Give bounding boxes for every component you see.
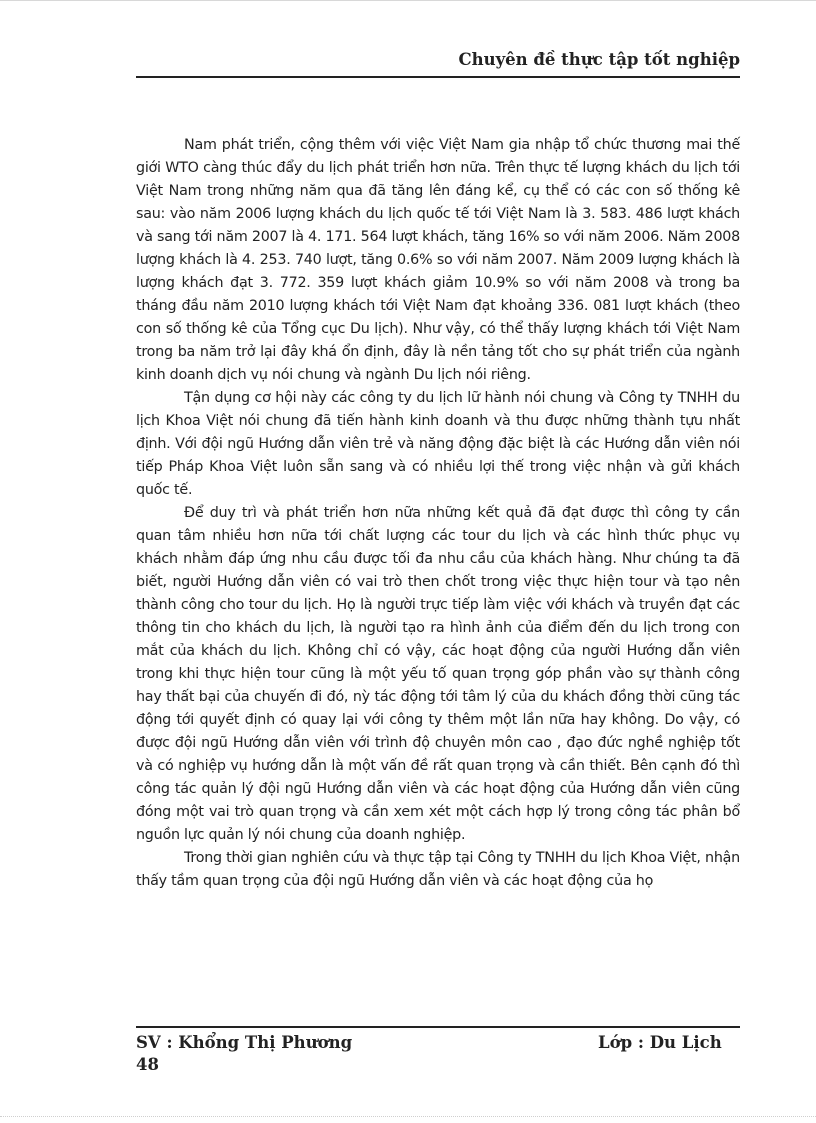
header-divider — [136, 76, 740, 78]
page-top-edge — [0, 0, 816, 1]
footer-divider — [136, 1026, 740, 1028]
class-label: Lớp : Du Lịch — [598, 1033, 722, 1052]
page-number: 48 — [136, 1055, 159, 1074]
paragraph: Nam phát triển, cộng thêm với việc Việt Nam gia nhập tổ chức thương mai thế giới WTO càng thúc đẩy du lịch phát triển hơn nữa. Trên thực tế lượng khách du lịch tới Việt Nam trong những năm qua đã tăng lên đáng kể, cụ thể có các con số thống kê sau: vào năm 2006 lượng khách du lịch quốc tế tới Việt Nam là 3. 583. 486 lượt khách và sang tới năm 2007 là 4. 171. 564 lượt khách, tăng 16% so với năm 2006. Năm 2008 lượng khách là 4. 253. 740 lượt, tăng 0.6% so với năm 2007. Năm 2009 lượng khách là lượng khách đạt 3. 772. 359 lượt khách giảm 10.9% so với năm 2008 và trong ba tháng đầu năm 2010 lượng khách tới Việt Nam đạt khoảng 336. 081 lượt khách (theo con số thống kê của Tổng cục Du lịch). Như vậy, có thể thấy lượng khách tới Việt Nam trong ba năm trở lại đây khá ổn định, đây là nền tảng tốt cho sự phát triển của ngành kinh doanh dịch vụ nói chung và ngành Du lịch nói riêng. — [136, 137, 740, 383]
page-bottom-edge — [0, 1116, 816, 1117]
document-body — [136, 134, 740, 893]
student-name: SV : Khổng Thị Phương — [136, 1033, 353, 1052]
paragraph: Trong thời gian nghiên cứu và thực tập tại Công ty TNHH du lịch Khoa Việt, nhận thấy tầm quan trọng của đội ngũ Hướng dẫn viên và các hoạt động của họ — [136, 850, 740, 889]
page-header — [136, 50, 740, 74]
paragraph: Tận dụng cơ hội này các công ty du lịch lữ hành nói chung và Công ty TNHH du lịch Khoa Việt nói chung đã tiến hành kinh doanh và thu được những thành tựu nhất định. Với đội ngũ Hướng dẫn viên trẻ và năng động đặc biệt là các Hướng dẫn viên nói tiếp Pháp Khoa Việt luôn sẵn sang và có nhiều lợi thế trong việc nhận và gửi khách quốc tế. — [136, 390, 740, 498]
paragraph: Để duy trì và phát triển hơn nữa những kết quả đã đạt được thì công ty cần quan tâm nhiều hơn nữa tới chất lượng các tour du lịch và các hình thức phục vụ khách nhằm đáp ứng nhu cầu được tối đa nhu cầu của khách hàng. Như chúng ta đã biết, người Hướng dẫn viên có vai trò then chốt trong việc thực hiện tour và tạo nên thành công cho tour du lịch. Họ là người trực tiếp làm việc với khách và truyền đạt các thông tin cho khách du lịch, là người tạo ra hình ảnh của điểm đến du lịch trong con mắt của khách du lịch. Không chỉ có vậy, các hoạt động của người Hướng dẫn viên trong khi thực hiện tour cũng là một yếu tố quan trọng góp phần vào sự thành công hay thất bại của chuyến đi đó, nỳ tác động tới tâm lý của du khách đồng thời cũng tác động tới quyết định có quay lại với công ty thêm một lần nữa hay không. Do vậy, có được đội ngũ Hướng dẫn viên với trình độ chuyên môn cao , đạo đức nghề nghiệp tốt và có nghiệp vụ hướng dẫn là một vấn đề rất quan trọng và cần thiết. Bên cạnh đó thì công tác quản lý đội ngũ Hướng dẫn viên và các hoạt động của Hướng dẫn viên cũng đóng một vai trò quan trọng và cần xem xét một cách hợp lý trong công tác phân bổ nguồn lực quản lý nói chung của doanh nghiệp. — [136, 505, 740, 843]
header-title: Chuyên đề thực tập tốt nghiệp — [458, 50, 740, 69]
